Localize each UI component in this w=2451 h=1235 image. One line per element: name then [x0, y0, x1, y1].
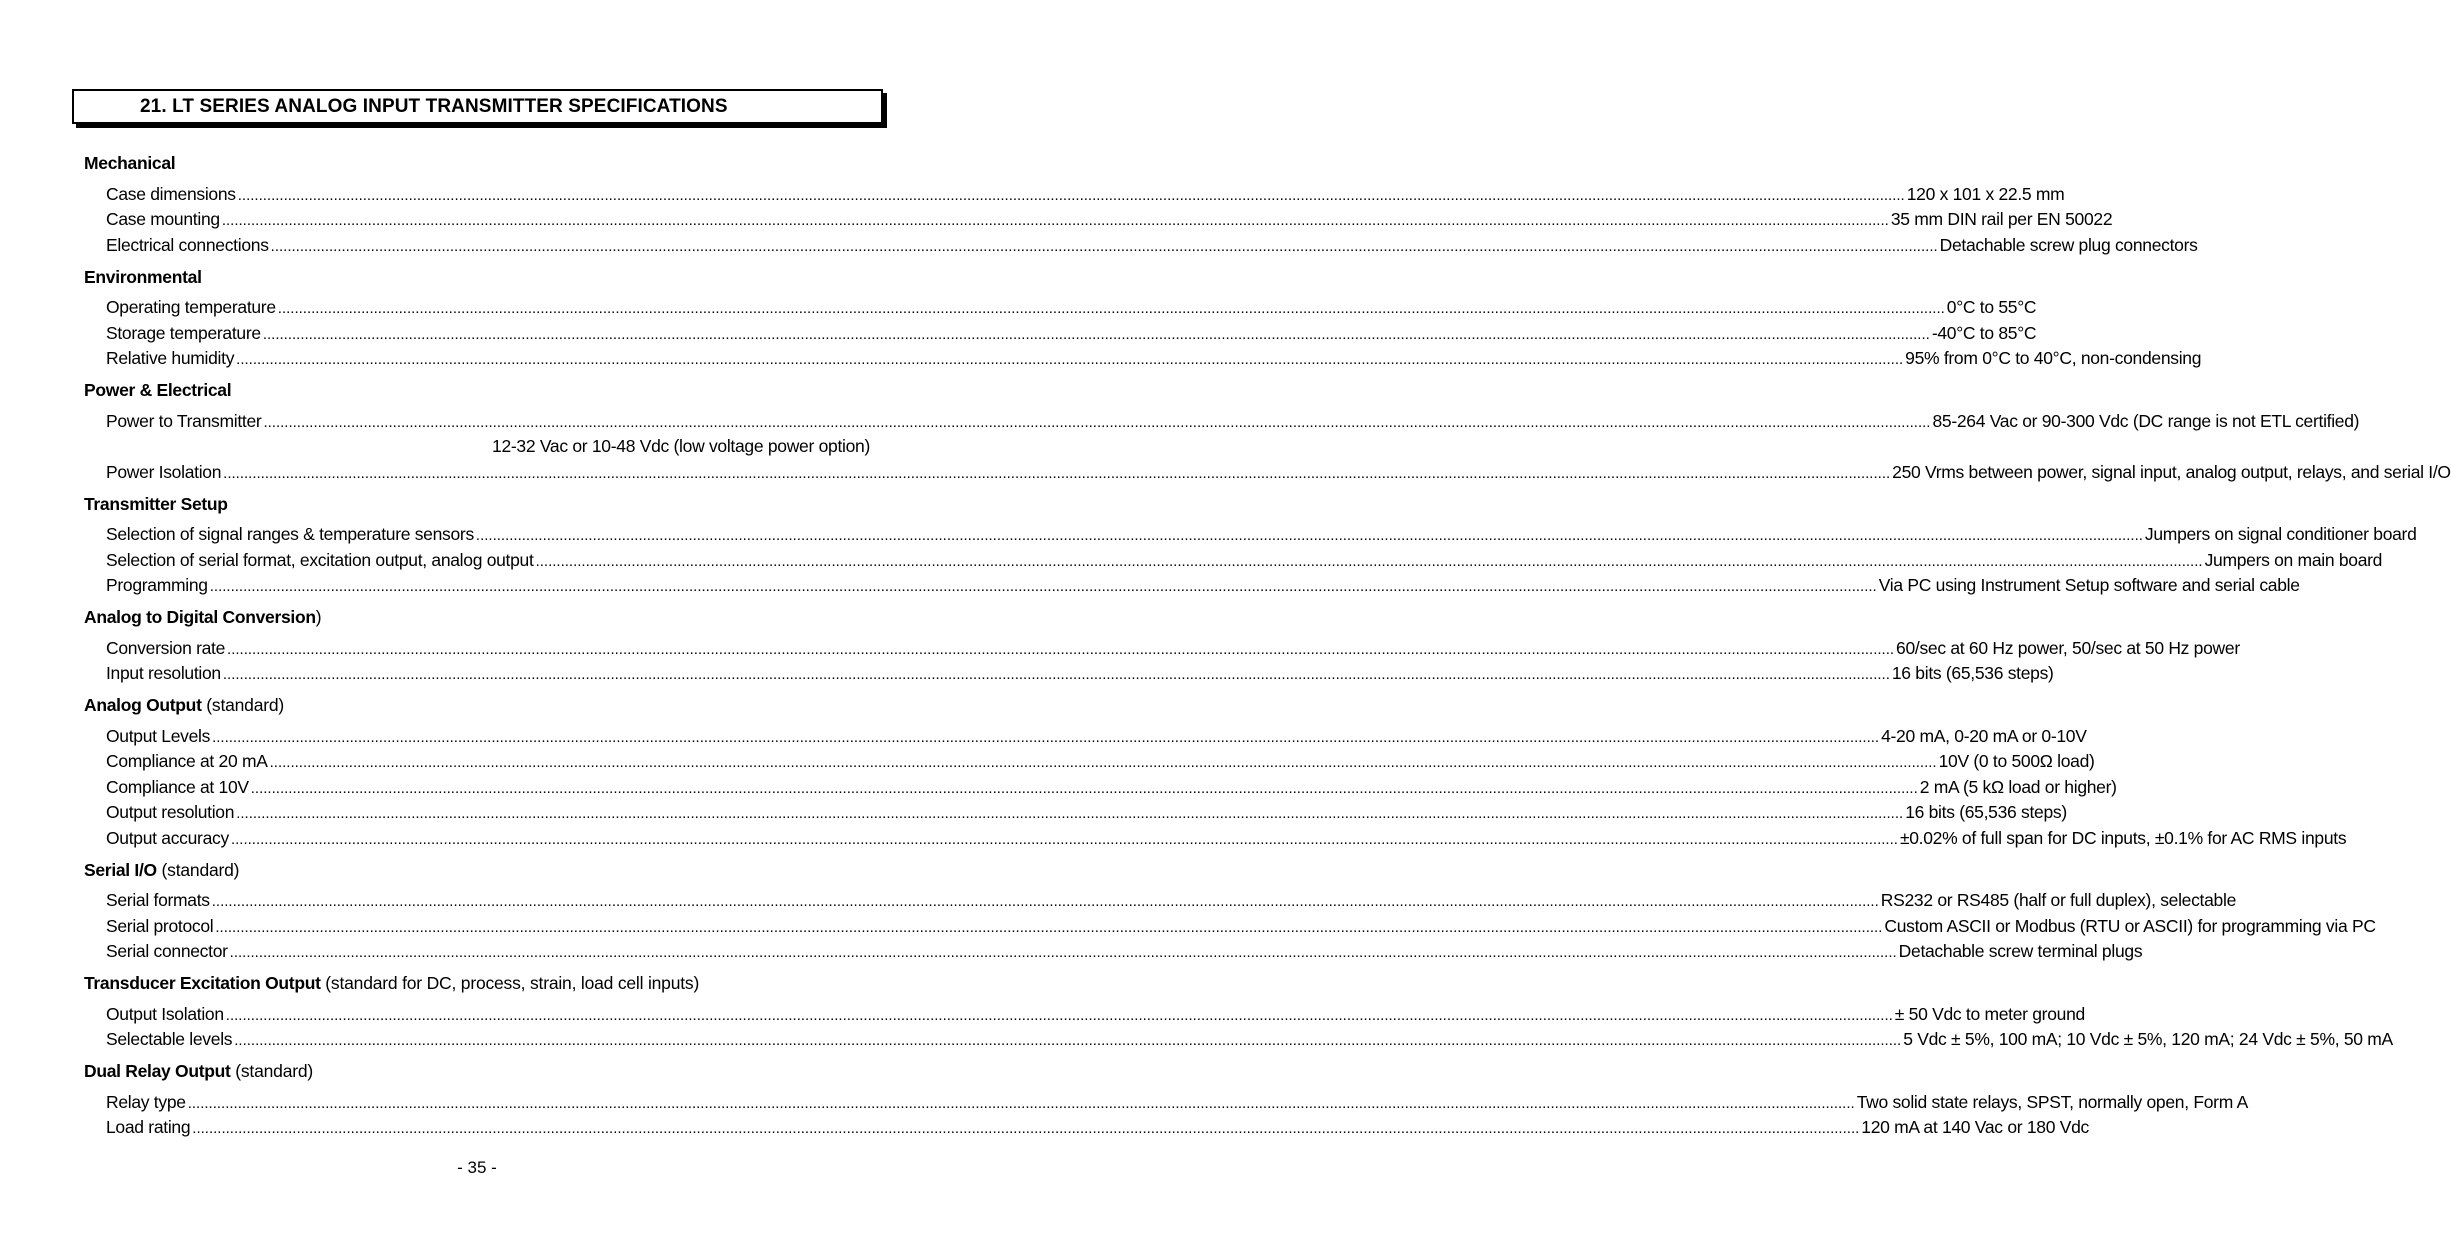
dot-leader: ................................................................................................................................................................................................................................................................................................................................................................................................................ [225, 1006, 1893, 1024]
spec-row [106, 1090, 2248, 1116]
spec-value: Jumpers on main board [2204, 549, 2383, 570]
spec-label: Programming [106, 575, 208, 595]
spec-label: Serial protocol [106, 915, 214, 936]
spec-label: Output Levels [106, 725, 211, 746]
spec-row [106, 233, 2198, 259]
dot-leader: ................................................................................................................................................................................................................................................................................................................................................................................................................ [230, 830, 1898, 848]
dot-leader: ................................................................................................................................................................................................................................................................................................................................................................................................................ [215, 918, 1883, 936]
spec-label: Selectable levels [106, 1029, 233, 1049]
dot-leader: ................................................................................................................................................................................................................................................................................................................................................................................................................ [221, 212, 1889, 229]
dot-leader: ................................................................................................................................................................................................................................................................................................................................................................................................................ [212, 728, 1880, 746]
section-heading-note: (standard for DC, process, strain, load cell inputs) [320, 973, 700, 993]
spec-row [106, 207, 2113, 233]
dot-leader: ................................................................................................................................................................................................................................................................................................................................................................................................................ [227, 640, 1895, 658]
spec-rows [106, 1002, 2393, 1053]
spec-value: 12-32 Vac or 10-48 Vdc (low voltage power option) [492, 436, 870, 456]
spec-row [106, 295, 2037, 321]
spec-value: 10V (0 to 500Ω load) [1938, 751, 2095, 771]
spec-row [106, 321, 2037, 347]
spec-row [106, 1115, 2089, 1141]
section-heading-text: Transducer Excitation Output [84, 973, 321, 993]
spec-row [106, 888, 2236, 914]
dot-leader: ................................................................................................................................................................................................................................................................................................................................................................................................................ [192, 1120, 1860, 1137]
spec-row [106, 460, 2451, 486]
dot-leader: ................................................................................................................................................................................................................................................................................................................................................................................................................ [229, 944, 1897, 961]
section-heading-note: (standard) [156, 859, 240, 880]
spec-row [106, 548, 2383, 574]
dot-leader: ................................................................................................................................................................................................................................................................................................................................................................................................................ [262, 325, 1930, 343]
spec-value: RS232 or RS485 (half or full duplex), selectable [1880, 890, 2236, 910]
section-heading [84, 604, 954, 630]
spec-value: 5 Vdc ± 5%, 100 mA; 10 Vdc ± 5%, 120 mA; 24 Vdc ± 5%, 50 mA [1903, 1029, 2393, 1049]
spec-rows [106, 522, 2417, 599]
spec-label: Case dimensions [106, 183, 236, 204]
spec-label: Compliance at 10V [106, 776, 249, 797]
spec-value: 120 mA at 140 Vac or 180 Vdc [1861, 1117, 2089, 1137]
spec-label: Serial formats [106, 890, 210, 910]
section-heading-text: Analog Output [84, 695, 202, 715]
spec-rows [106, 636, 2240, 687]
section-heading [84, 970, 954, 996]
spec-value: 2 mA (5 kΩ load or higher) [1919, 776, 2117, 797]
spec-rows [106, 409, 2451, 486]
section-heading [84, 150, 954, 176]
spec-label: Output Isolation [106, 1003, 224, 1024]
spec-value: Custom ASCII or Modbus (RTU or ASCII) for programming via PC [1884, 915, 2376, 936]
spec-label: Serial connector [106, 941, 228, 961]
section-heading-note: (standard) [230, 1061, 314, 1081]
spec-row [106, 346, 2202, 372]
dot-leader: ................................................................................................................................................................................................................................................................................................................................................................................................................ [187, 1094, 1855, 1112]
section-heading-text: Dual Relay Output [84, 1061, 231, 1081]
spec-row [106, 724, 2087, 750]
spec-value: 120 x 101 x 22.5 mm [1906, 183, 2065, 204]
spec-row [106, 1027, 2393, 1053]
spec-value: 250 Vrms between power, signal input, analog output, relays, and serial I/O [1892, 461, 2451, 482]
section-heading [84, 1058, 954, 1084]
dot-leader: ................................................................................................................................................................................................................................................................................................................................................................................................................ [222, 666, 1890, 683]
spec-label: Power Isolation [106, 461, 222, 482]
section-heading-note: (standard) [201, 695, 285, 715]
spec-label: Input resolution [106, 663, 221, 683]
section-title-box [72, 89, 883, 124]
spec-rows [106, 295, 2202, 372]
spec-value: Detachable screw terminal plugs [1898, 941, 2143, 961]
page-number: - 35 - [457, 1158, 497, 1177]
spec-label: Selection of signal ranges & temperature sensors [106, 524, 474, 544]
spec-rows [106, 1090, 2248, 1141]
spec-row [106, 1002, 2085, 1028]
section-heading-text: Transmitter Setup [84, 493, 228, 514]
spec-rows [106, 724, 2347, 852]
section-heading [84, 264, 954, 290]
section-heading-text: Environmental [84, 266, 202, 287]
dot-leader: ................................................................................................................................................................................................................................................................................................................................................................................................................ [475, 527, 2143, 544]
spec-label: Output resolution [106, 802, 235, 822]
spec-row [106, 522, 2417, 548]
section-heading-text: Mechanical [84, 153, 176, 173]
spec-label: Relative humidity [106, 348, 235, 368]
dot-leader: ................................................................................................................................................................................................................................................................................................................................................................................................................ [269, 754, 1937, 771]
spec-label: Compliance at 20 mA [106, 751, 268, 771]
dot-leader: ................................................................................................................................................................................................................................................................................................................................................................................................................ [211, 893, 1879, 910]
dot-leader: ................................................................................................................................................................................................................................................................................................................................................................................................................ [270, 237, 1938, 255]
spec-label: Case mounting [106, 209, 220, 229]
spec-row [106, 661, 2054, 687]
dot-leader: ................................................................................................................................................................................................................................................................................................................................................................................................................ [250, 779, 1918, 797]
section-heading [84, 491, 954, 517]
spec-label: Power to Transmitter [106, 410, 262, 431]
spec-value: 95% from 0°C to 40°C, non-condensing [1905, 348, 2202, 368]
dot-leader: ................................................................................................................................................................................................................................................................................................................................................................................................................ [236, 351, 1904, 368]
spec-label: Operating temperature [106, 297, 276, 317]
section-heading-text: Serial I/O [84, 859, 157, 880]
spec-row [106, 434, 870, 460]
spec-row [106, 749, 2095, 775]
section-heading [84, 857, 954, 883]
section-heading [84, 377, 954, 403]
spec-value: ± 50 Vdc to meter ground [1894, 1003, 2085, 1024]
spec-value: Via PC using Instrument Setup software and serial cable [1878, 575, 2300, 595]
spec-row [106, 939, 2143, 965]
spec-row [106, 775, 2117, 801]
spec-row [106, 409, 2360, 435]
section-heading-text: Power & Electrical [84, 380, 232, 400]
spec-rows [106, 888, 2376, 965]
spec-row [106, 826, 2347, 852]
section-heading-note: ) [315, 607, 322, 627]
section-heading-text: Analog to Digital Conversion [84, 607, 316, 627]
spec-value: -40°C to 85°C [1931, 322, 2037, 343]
section-heading [84, 692, 954, 718]
spec-row [106, 182, 2065, 208]
spec-row [106, 636, 2240, 662]
spec-value: 0°C to 55°C [1946, 297, 2037, 317]
spec-label: Load rating [106, 1117, 191, 1137]
dot-leader: ................................................................................................................................................................................................................................................................................................................................................................................................................ [209, 578, 1877, 595]
spec-value: Two solid state relays, SPST, normally open, Form A [1856, 1091, 2248, 1112]
spec-label: Output accuracy [106, 827, 229, 848]
spec-value: 85-264 Vac or 90-300 Vdc (DC range is not ETL certified) [1932, 410, 2360, 431]
spec-value: 60/sec at 60 Hz power, 50/sec at 50 Hz power [1896, 637, 2240, 658]
spec-value: ±0.02% of full span for DC inputs, ±0.1% for AC RMS inputs [1899, 827, 2347, 848]
dot-leader: ................................................................................................................................................................................................................................................................................................................................................................................................................ [277, 300, 1945, 317]
spec-label: Conversion rate [106, 637, 226, 658]
spec-value: 16 bits (65,536 steps) [1891, 663, 2054, 683]
spec-value: Jumpers on signal conditioner board [2144, 524, 2417, 544]
spec-label: Storage temperature [106, 322, 261, 343]
spec-value: Detachable screw plug connectors [1939, 234, 2198, 255]
spec-value: 4-20 mA, 0-20 mA or 0-10V [1881, 725, 2087, 746]
spec-row [106, 573, 2300, 599]
spec-row [106, 800, 2067, 826]
spec-label: Selection of serial format, excitation output, analog output [106, 549, 534, 570]
dot-leader: ................................................................................................................................................................................................................................................................................................................................................................................................................ [535, 552, 2203, 570]
dot-leader: ................................................................................................................................................................................................................................................................................................................................................................................................................ [237, 186, 1905, 204]
dot-leader: ................................................................................................................................................................................................................................................................................................................................................................................................................ [234, 1032, 1902, 1049]
spec-row [106, 914, 2376, 940]
spec-label: Electrical connections [106, 234, 269, 255]
dot-leader: ................................................................................................................................................................................................................................................................................................................................................................................................................ [236, 805, 1904, 822]
spec-value: 35 mm DIN rail per EN 50022 [1890, 209, 2113, 229]
dot-leader: ................................................................................................................................................................................................................................................................................................................................................................................................................ [223, 464, 1891, 482]
dot-leader: ................................................................................................................................................................................................................................................................................................................................................................................................................ [263, 413, 1931, 431]
section-title: 21. LT SERIES ANALOG INPUT TRANSMITTER SPECIFICATIONS [140, 96, 728, 117]
spec-value: 16 bits (65,536 steps) [1905, 802, 2067, 822]
spec-label: Relay type [106, 1091, 186, 1112]
spec-rows [106, 182, 2198, 259]
specifications-list [0, 150, 2451, 1146]
